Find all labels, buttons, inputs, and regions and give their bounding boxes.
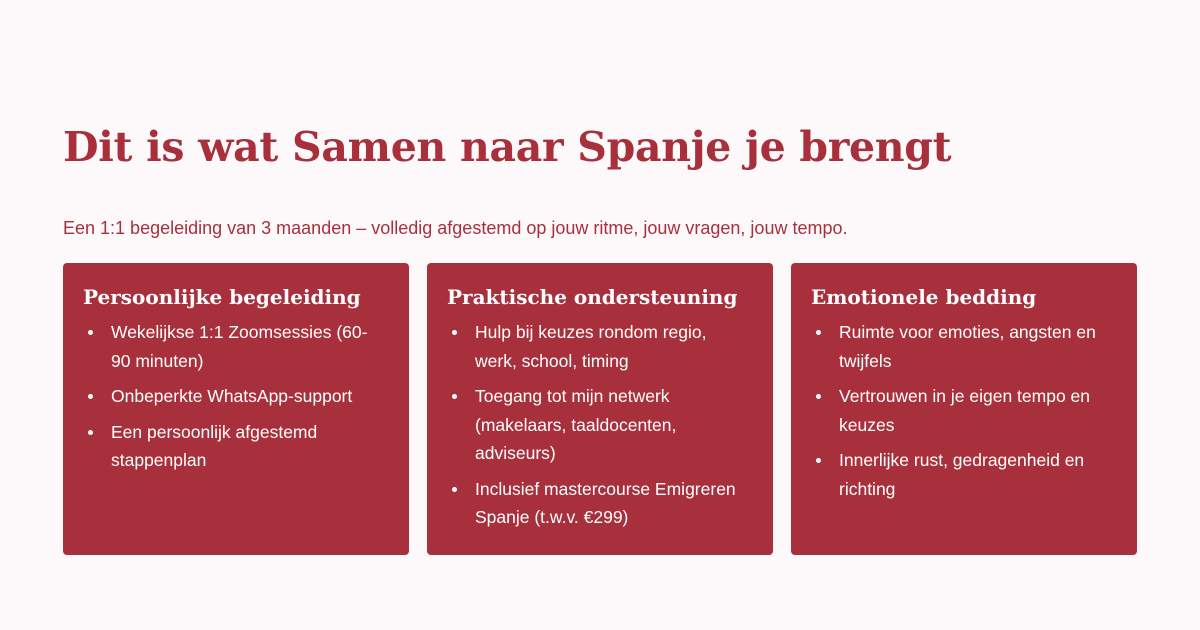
list-item-text: Onbeperkte WhatsApp-support — [111, 386, 353, 406]
list-item-text: Toegang tot mijn netwerk (makelaars, taaldocenten, adviseurs) — [475, 386, 677, 463]
list-item — [811, 382, 1117, 439]
card-persoonlijke-begeleiding — [63, 263, 409, 555]
list-item — [83, 418, 389, 475]
feature-cards — [63, 263, 1137, 555]
card-praktische-ondersteuning — [427, 263, 773, 555]
bullet-icon — [452, 487, 457, 492]
bullet-icon — [88, 330, 93, 335]
page-intro: Een 1:1 begeleiding van 3 maanden – volledig afgestemd op jouw ritme, jouw vragen, jouw tempo. — [63, 218, 848, 238]
list-item-text: Wekelijkse 1:1 Zoomsessies (60-90 minuten) — [111, 322, 368, 371]
list-item — [83, 318, 389, 375]
bullet-icon — [88, 430, 93, 435]
bullet-icon — [452, 394, 457, 399]
list-item-text: Inclusief mastercourse Emigreren Spanje (t.w.v. €299) — [475, 478, 736, 527]
card-title: Persoonlijke begeleiding — [83, 285, 361, 309]
list-item — [447, 318, 753, 375]
card-list — [83, 318, 389, 475]
list-item — [811, 446, 1117, 503]
bullet-icon — [816, 458, 821, 463]
bullet-icon — [88, 394, 93, 399]
bullet-icon — [452, 330, 457, 335]
list-item-text: Ruimte voor emoties, angsten en twijfels — [839, 322, 1096, 371]
bullet-icon — [816, 394, 821, 399]
page-title: Dit is wat Samen naar Spanje je brengt — [63, 123, 952, 171]
list-item-text: Vertrouwen in je eigen tempo en keuzes — [839, 386, 1090, 435]
bullet-icon — [816, 330, 821, 335]
list-item — [811, 318, 1117, 375]
card-emotionele-bedding — [791, 263, 1137, 555]
list-item-text: Hulp bij keuzes rondom regio, werk, school, timing — [475, 322, 707, 371]
list-item — [447, 382, 753, 468]
card-list — [811, 318, 1117, 503]
list-item — [83, 382, 389, 411]
list-item-text: Een persoonlijk afgestemd stappenplan — [111, 421, 318, 470]
card-title: Praktische ondersteuning — [447, 285, 738, 309]
list-item-text: Innerlijke rust, gedragenheid en richting — [839, 450, 1085, 499]
card-title: Emotionele bedding — [811, 285, 1037, 309]
card-list — [447, 318, 753, 532]
list-item — [447, 475, 753, 532]
